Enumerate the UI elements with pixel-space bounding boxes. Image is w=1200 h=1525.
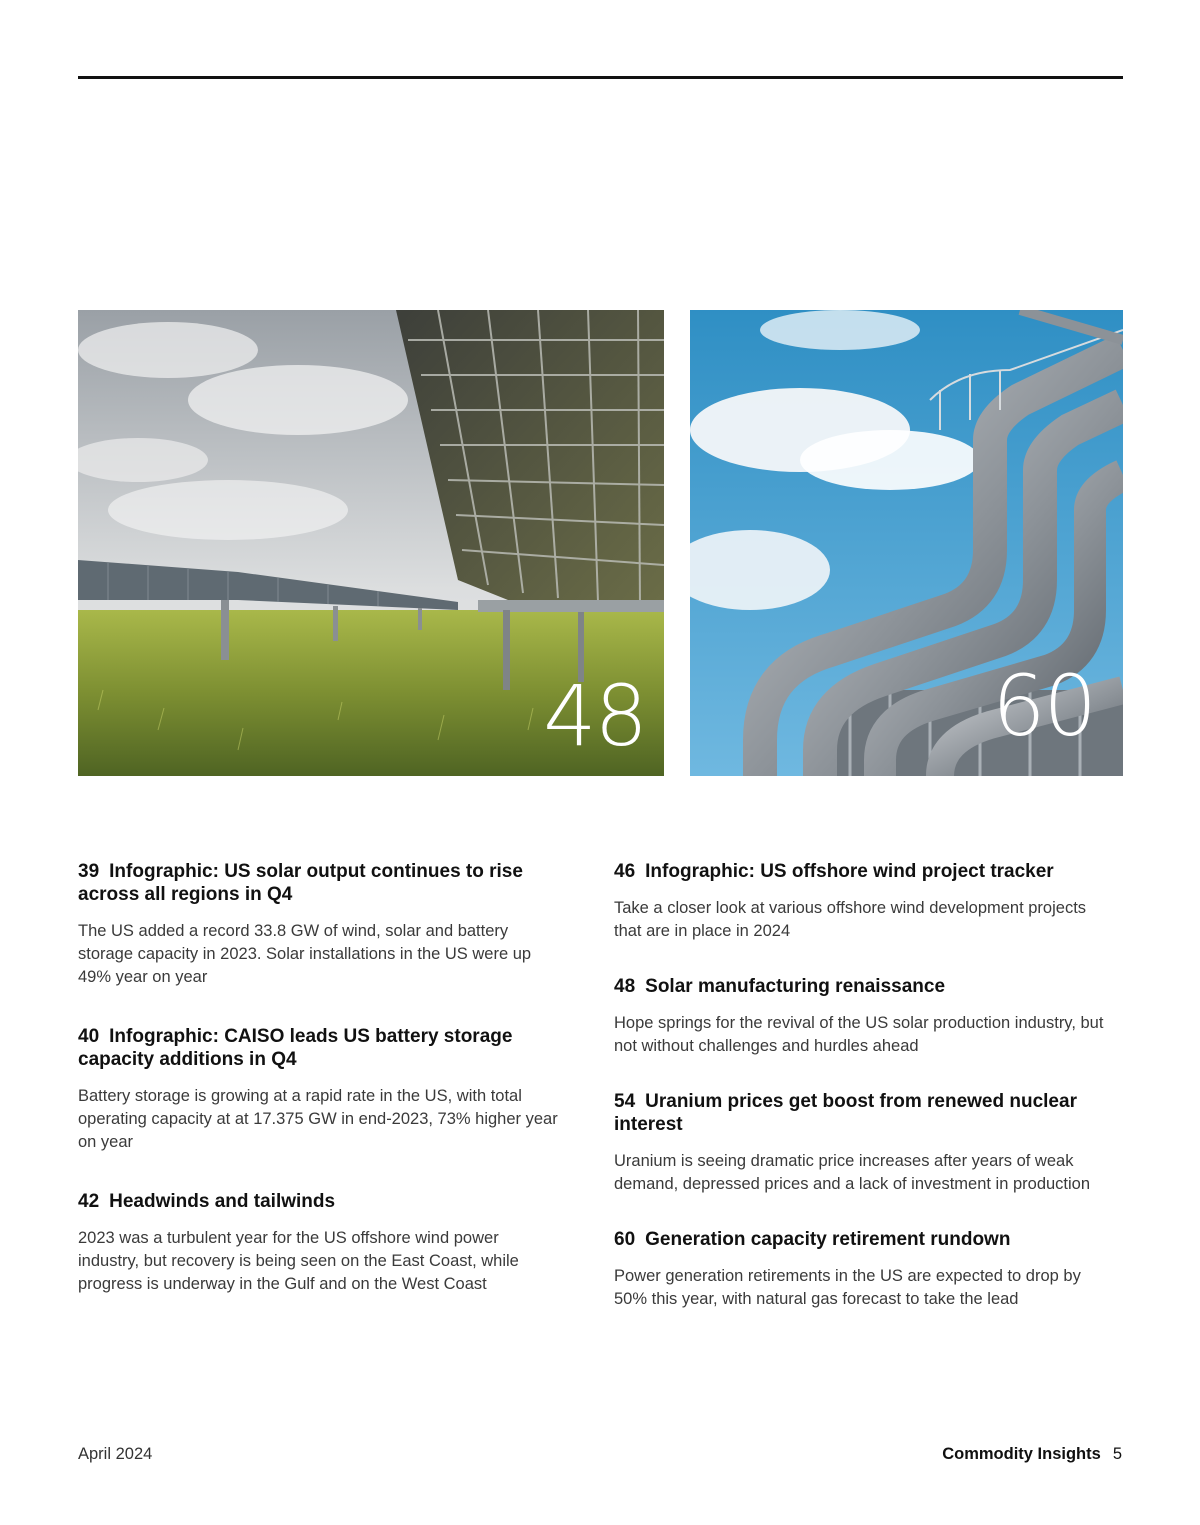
footer-page-number: 5: [1112, 1445, 1122, 1463]
entry-description: Uranium is seeing dramatic price increases after years of weak demand, depressed prices and a lack of investment in production: [614, 1152, 1091, 1193]
entry-description: Hope springs for the revival of the US solar production industry, but not without challenges and hurdles ahead: [614, 1014, 1104, 1055]
entry-title: Infographic: CAISO leads US battery storage capacity additions in Q4: [78, 1026, 513, 1070]
contents-entry[interactable]: [614, 860, 1114, 943]
entry-title: Headwinds and tailwinds: [109, 1191, 336, 1212]
page-number-overlay: 60: [992, 657, 1095, 755]
entry-heading: [614, 1090, 1114, 1136]
entry-page-number: 46: [614, 861, 636, 882]
entry-heading: [614, 1228, 1114, 1251]
entry-heading: [614, 975, 1114, 998]
entry-title: Uranium prices get boost from renewed nuclear interest: [614, 1091, 1077, 1135]
contents-column-left: [78, 860, 558, 1332]
entry-page-number: 39: [78, 861, 100, 882]
footer-brand: Commodity Insights: [942, 1445, 1101, 1463]
top-rule: [78, 76, 1123, 79]
contents-column-right: [614, 860, 1114, 1343]
entry-title: Solar manufacturing renaissance: [645, 976, 946, 997]
contents-entry[interactable]: [78, 860, 558, 989]
entry-title: Infographic: US offshore wind project tracker: [645, 861, 1054, 882]
contents-entry[interactable]: [614, 975, 1114, 1058]
footer-date: April 2024: [78, 1445, 153, 1463]
footer-brand-page: [942, 1445, 1122, 1464]
entry-heading: [78, 860, 558, 906]
solar-panels-photo[interactable]: [78, 310, 664, 776]
entry-description: Battery storage is growing at a rapid rate in the US, with total operating capacity at at 17.375 GW in end-2023, 73% higher year on year: [78, 1087, 558, 1151]
entry-heading: [78, 1025, 558, 1071]
page-number-overlay: 48: [543, 667, 646, 765]
entry-page-number: 40: [78, 1026, 100, 1047]
entry-page-number: 60: [614, 1229, 636, 1250]
entry-page-number: 48: [614, 976, 636, 997]
contents-entry[interactable]: [614, 1228, 1114, 1311]
contents-entry[interactable]: [614, 1090, 1114, 1196]
entry-description: The US added a record 33.8 GW of wind, solar and battery storage capacity in 2023. Solar installations in the US were up 49% year on year: [78, 922, 532, 986]
entry-title: Infographic: US solar output continues to rise across all regions in Q4: [78, 861, 523, 905]
contents-entry[interactable]: [78, 1025, 558, 1154]
entry-description: Take a closer look at various offshore wind development projects that are in place in 2024: [614, 899, 1087, 940]
entry-description: 2023 was a turbulent year for the US offshore wind power industry, but recovery is being seen on the East Coast, while progress is underway in the Gulf and on the West Coast: [78, 1229, 519, 1293]
entry-page-number: 42: [78, 1191, 100, 1212]
entry-description: Power generation retirements in the US are expected to drop by 50% this year, with natural gas forecast to take the lead: [614, 1267, 1081, 1308]
industrial-pipes-photo[interactable]: [690, 310, 1123, 776]
entry-heading: [614, 860, 1114, 883]
entry-title: Generation capacity retirement rundown: [645, 1229, 1011, 1250]
entry-heading: [78, 1190, 558, 1213]
entry-page-number: 54: [614, 1091, 636, 1112]
contents-entry[interactable]: [78, 1190, 558, 1296]
